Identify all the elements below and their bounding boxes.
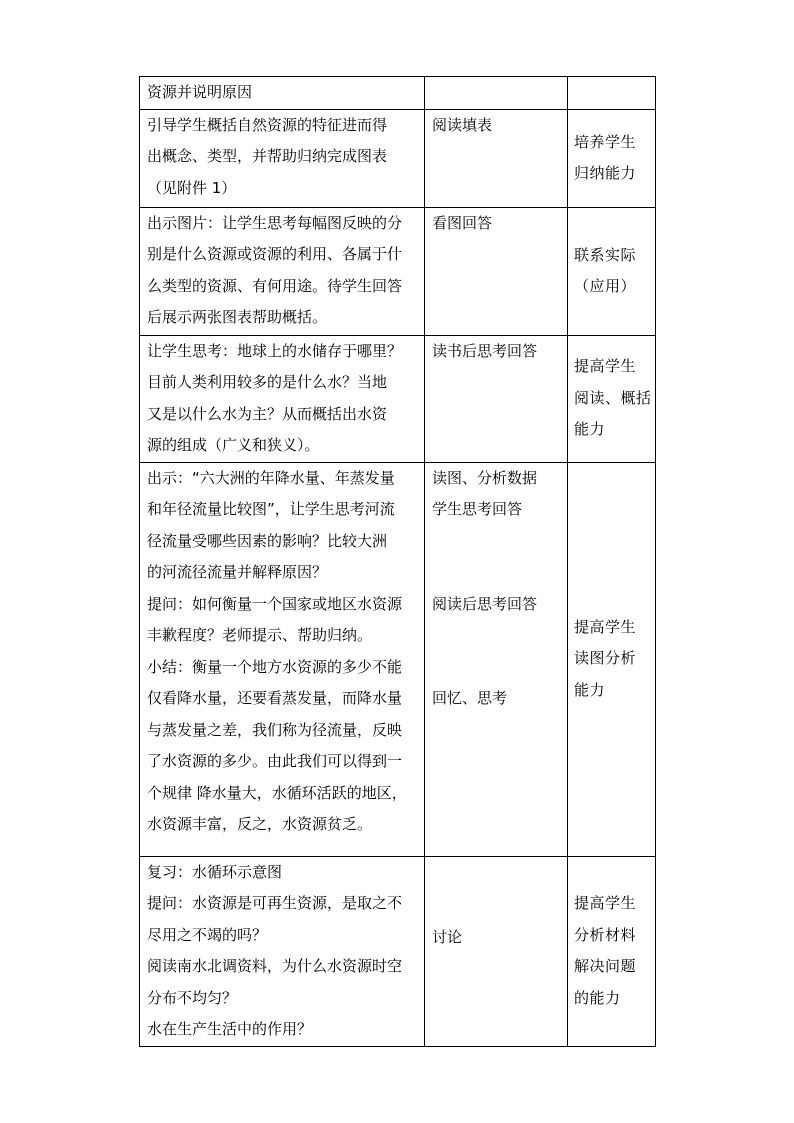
text-line: （见附件 1） [147, 178, 237, 197]
text-line: 与蒸发量之差，我们称为径流量，反映 [147, 720, 403, 739]
text-line: 径流量受哪些因素的影响？比较大洲 [147, 531, 388, 550]
table-row [140, 77, 656, 110]
text-line: 源的组成（广义和狭义）。 [147, 436, 320, 454]
text-line [432, 557, 563, 589]
design-purpose-cell [568, 109, 656, 207]
text-line: 阅读南水北调资料，为什么水资源时空 [147, 957, 403, 975]
text-line: 解决问题 [574, 957, 637, 975]
student-activity-cell [425, 335, 568, 462]
text-line [432, 652, 563, 684]
design-purpose-cell [568, 856, 656, 1046]
text-line: 的河流径流量并解释原因？ [147, 563, 328, 581]
text-line: 提高学生 [574, 357, 637, 376]
text-line: 个规律 降水量大，水循环活跃的地区， [147, 783, 407, 802]
text-line: 水在生产生活中的作用？ [147, 1020, 313, 1038]
text-line: 又是以什么水为主？从而概括出水资 [147, 404, 388, 423]
text-line: 读图分析 [574, 649, 637, 668]
student-activity-cell [425, 462, 568, 856]
text-line: 尽用之不竭的吗？ [147, 925, 268, 944]
table-row [140, 335, 656, 462]
student-activity-cell [425, 207, 568, 335]
text-line: 和年径流量比较图”，让学生思考河流 [147, 500, 395, 518]
table-row [140, 856, 656, 1046]
teacher-activity-cell [140, 335, 425, 462]
student-activity-cell [425, 109, 568, 207]
design-purpose-cell [568, 77, 656, 110]
text-line: 提问：如何衡量一个国家或地区水资源 [147, 594, 403, 613]
text-line: 水资源丰富，反之，水资源贫乏。 [147, 815, 373, 833]
text-line [432, 526, 563, 558]
table-row [140, 109, 656, 207]
teacher-activity-cell [140, 856, 425, 1046]
text-line: 回忆、思考 [432, 689, 508, 707]
text-line: 仅看降水量，还要看蒸发量，而降水量 [147, 689, 403, 707]
text-line: 归纳能力 [574, 164, 637, 182]
text-line: 联系实际 [574, 245, 637, 264]
text-line [432, 620, 563, 652]
text-line: 么类型的资源、有何用途。待学生回答 [147, 276, 403, 295]
text-line: 阅读后思考回答 [432, 594, 538, 613]
text-line: 提高学生 [574, 617, 637, 636]
text-line: 分布不均匀？ [147, 988, 238, 1007]
text-line: 目前人类利用较多的是什么水？当地 [147, 373, 388, 391]
text-line: 后展示两张图表帮助概括。 [147, 308, 328, 326]
text-line: 能力 [574, 420, 606, 439]
teacher-activity-cell [140, 462, 425, 856]
text-line: 读图、分析数据 [432, 468, 538, 487]
text-line: 看图回答 [432, 213, 493, 232]
teacher-activity-cell [140, 207, 425, 335]
text-line: 资源并说明原因 [147, 83, 253, 101]
text-line: 引导学生概括自然资源的特征进而得 [147, 115, 388, 134]
text-line: 分析材料 [574, 925, 637, 944]
teacher-activity-cell [140, 77, 425, 110]
text-line: 出示图片：让学生思考每幅图反映的分 [147, 213, 403, 232]
text-line: 提问：水资源是可再生资源，是取之不 [147, 894, 403, 912]
text-line: 出概念、类型，并帮助归纳完成图表 [147, 147, 388, 165]
table-row [140, 462, 656, 856]
design-purpose-cell [568, 462, 656, 856]
text-line: 别是什么资源或资源的利用、各属于什 [147, 245, 403, 263]
text-line: 丰歉程度？老师提示、帮助归纳。 [147, 626, 373, 644]
text-line: 提高学生 [574, 894, 637, 912]
text-line: （应用） [574, 277, 637, 295]
text-line: 读书后思考回答 [432, 341, 538, 360]
text-line: 了水资源的多少。由此我们可以得到一 [147, 752, 403, 770]
text-line: 小结：衡量一个地方水资源的多少不能 [147, 657, 403, 676]
text-line: 阅读填表 [432, 115, 493, 134]
text-line: 讨论 [432, 928, 463, 947]
text-line: 培养学生 [574, 132, 637, 151]
text-line: 学生思考回答 [432, 500, 523, 518]
text-line: 能力 [574, 680, 606, 699]
student-activity-cell [425, 77, 568, 110]
student-activity-cell [425, 856, 568, 1046]
text-line: 的能力 [574, 988, 621, 1007]
text-line: 出示：“六大洲的年降水量、年蒸发量 [147, 468, 395, 487]
text-line: 让学生思考：地球上的水储存于哪里？ [147, 341, 403, 360]
lesson-plan-table [139, 76, 656, 1047]
text-line: 复习：水循环示意图 [147, 862, 283, 881]
teacher-activity-cell [140, 109, 425, 207]
table-row [140, 207, 656, 335]
text-line: 阅读、概括 [574, 388, 652, 407]
design-purpose-cell [568, 207, 656, 335]
design-purpose-cell [568, 335, 656, 462]
